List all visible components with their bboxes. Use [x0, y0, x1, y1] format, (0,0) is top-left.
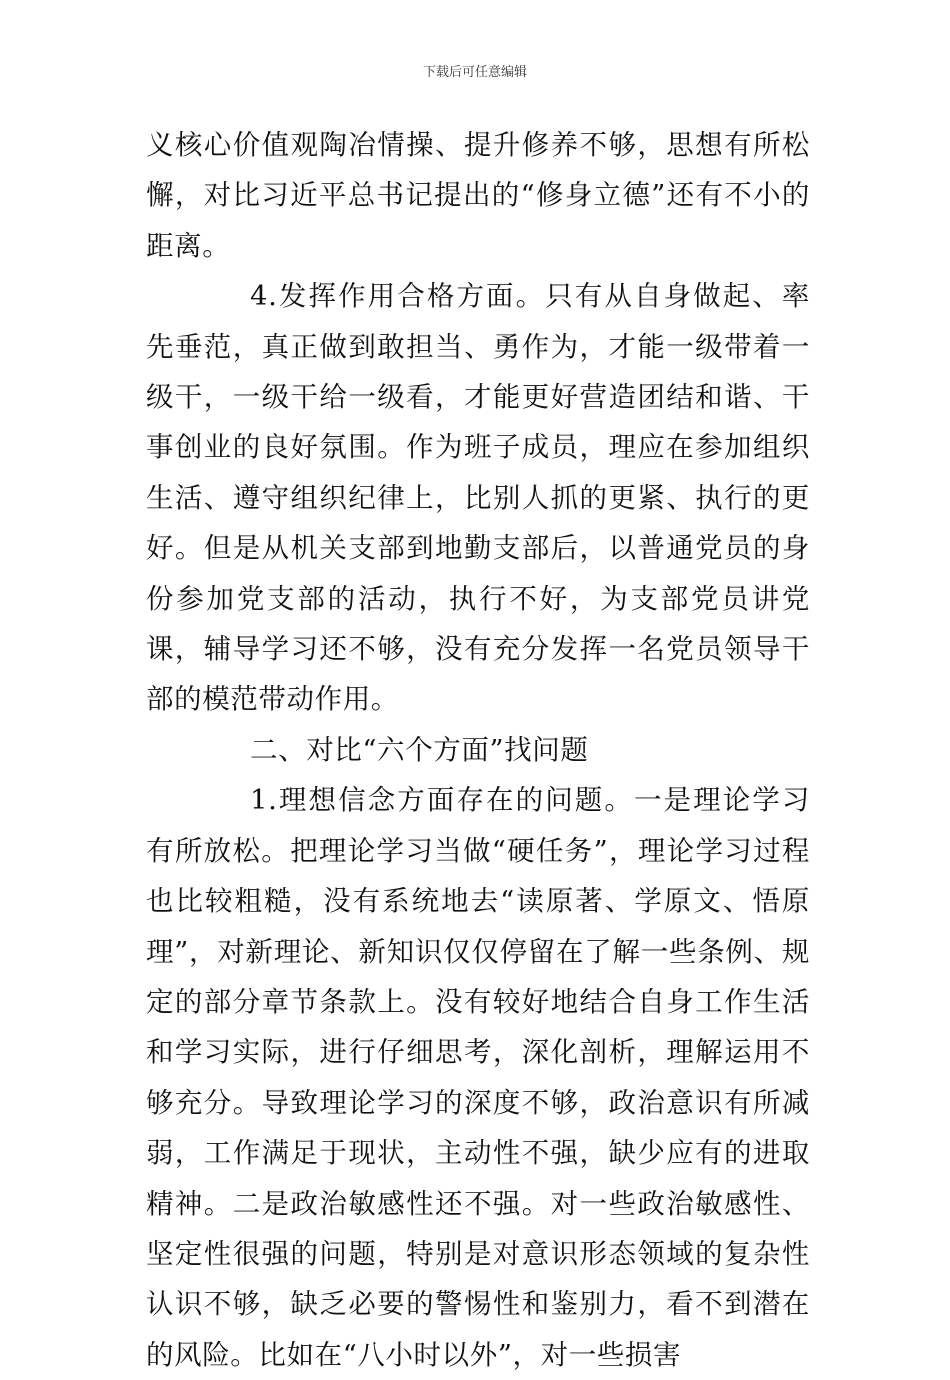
document-body: [146, 120, 810, 1380]
paragraph-continuation: 义核心价值观陶冶情操、提升修养不够，思想有所松懈，对比习近平总书记提出的“修身立德”还有不小的距离。: [146, 129, 810, 262]
paragraph-section-1: 1.理想信念方面存在的问题。一是理论学习有所放松。把理论学习当做“硬任务”，理论学习过程也比较粗糙，没有系统地去“读原著、学原文、悟原理”，对新理论、新知识仅仅停留在了解一些条例、规定的部分章节条款上。没有较好地结合自身工作生活和学习实际，进行仔细思考，深化剖析，理解运用不够充分。导致理论学习的深度不够，政治意识有所减弱，工作满足于现状，主动性不强，缺少应有的进取精神。二是政治敏感性还不强。对一些政治敏感性、坚定性很强的问题，特别是对意识形态领域的复杂性认识不够，缺乏必要的警惕性和鉴别力，看不到潜在的风险。比如在“八小时以外”，对一些损害: [146, 784, 810, 1371]
paragraph-section-4: 4.发挥作用合格方面。只有从自身做起、率先垂范，真正做到敢担当、勇作为，才能一级带着一级干，一级干给一级看，才能更好营造团结和谐、干事创业的良好氛围。作为班子成员，理应在参加组织生活、遵守组织纪律上，比别人抓的更紧、执行的更好。但是从机关支部到地勤支部后，以普通党员的身份参加党支部的活动，执行不好，为支部党员讲党课，辅导学习还不够，没有充分发挥一名党员领导干部的模范带动作用。: [146, 280, 810, 716]
section-heading: 二、对比“六个方面”找问题: [250, 733, 589, 766]
page-header: 下载后可任意编辑: [422, 65, 527, 80]
